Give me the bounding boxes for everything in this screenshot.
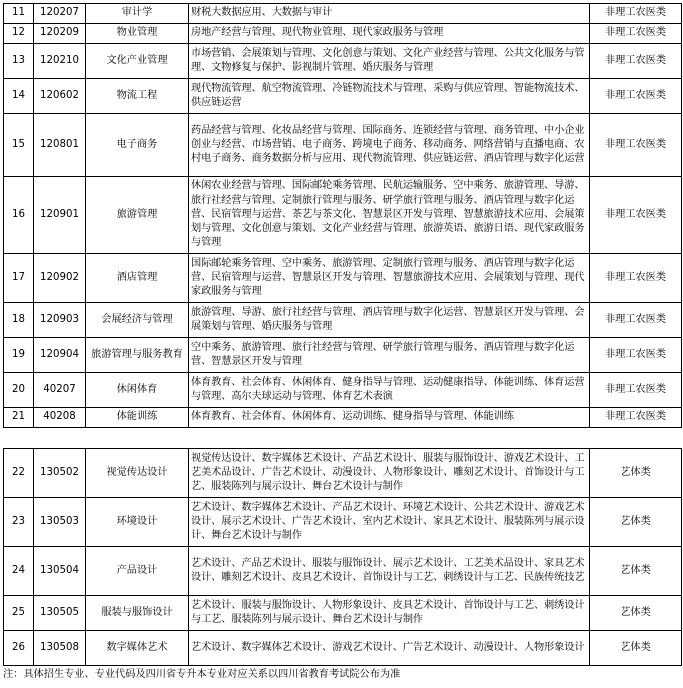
- major-code: 120209: [34, 24, 86, 44]
- table-row: [4, 498, 682, 547]
- corresponding-majors: 现代物流管理、航空物流管理、冷链物流技术与管理、采购与供应管理、智能物流技术、供应链运营: [189, 79, 590, 114]
- major-code: 40208: [34, 408, 86, 428]
- table-row: [4, 4, 682, 24]
- table-row: [4, 408, 682, 428]
- major-name: 数字媒体艺术: [86, 631, 189, 666]
- major-name: 物流工程: [86, 79, 189, 114]
- major-category: 非理工农医类: [590, 24, 682, 44]
- major-category: 非理工农医类: [590, 408, 682, 428]
- table-row: [4, 24, 682, 44]
- corresponding-majors: 视觉传达设计、数字媒体艺术设计、产品艺术设计、服装与服饰设计、游戏艺术设计、工艺美术品设计、广告艺术设计、动漫设计、人物形象设计、雕刻艺术设计、首饰设计与工艺、服装陈列与展示设计、舞台艺术设计与制作: [189, 449, 590, 498]
- major-category: 艺体类: [590, 547, 682, 596]
- corresponding-majors: 市场营销、会展策划与管理、文化创意与策划、文化产业经营与管理、公共文化服务与管理、文物修复与保护、影视制片管理、婚庆服务与管理: [189, 44, 590, 79]
- major-name: 环境设计: [86, 498, 189, 547]
- corresponding-majors: 艺术设计、数字媒体艺术设计、游戏艺术设计、广告艺术设计、动漫设计、人物形象设计: [189, 631, 590, 666]
- major-code: 130505: [34, 596, 86, 631]
- table-row: [4, 79, 682, 114]
- major-category: 艺体类: [590, 596, 682, 631]
- corresponding-majors: 空中乘务、旅游管理、旅行社经营与管理、研学旅行管理与服务、酒店管理与数字化运营、智慧景区开发与管理: [189, 338, 590, 373]
- major-code: 120207: [34, 4, 86, 24]
- table-row: [4, 596, 682, 631]
- major-code: 120902: [34, 254, 86, 303]
- major-category: 非理工农医类: [590, 338, 682, 373]
- table-row: [4, 631, 682, 666]
- major-code: 120904: [34, 338, 86, 373]
- row-number: 19: [4, 338, 34, 373]
- table-row: [4, 114, 682, 177]
- corresponding-majors: 国际邮轮乘务管理、空中乘务、旅游管理、定制旅行管理与服务、酒店管理与数字化运营、民宿管理与运营、智慧景区开发与管理、智慧旅游技术应用、会展策划与管理、现代家政服务与管理: [189, 254, 590, 303]
- corresponding-majors: 房地产经营与管理、现代物业管理、现代家政服务与管理: [189, 24, 590, 44]
- major-code: 120903: [34, 303, 86, 338]
- corresponding-majors: 体育教育、社会体育、休闲体育、运动训练、健身指导与管理、体能训练: [189, 408, 590, 428]
- row-number: 24: [4, 547, 34, 596]
- row-number: 11: [4, 4, 34, 24]
- major-code: 120602: [34, 79, 86, 114]
- major-name: 物业管理: [86, 24, 189, 44]
- footnote: 注：具体招生专业、专业代码及四川省专升本专业对应关系以四川省教育考试院公布为准: [3, 669, 401, 680]
- major-code: 120801: [34, 114, 86, 177]
- major-category: 非理工农医类: [590, 303, 682, 338]
- major-name: 电子商务: [86, 114, 189, 177]
- row-number: 16: [4, 177, 34, 254]
- major-name: 休闲体育: [86, 373, 189, 408]
- corresponding-majors: 艺术设计、服装与服饰设计、人物形象设计、皮具艺术设计、首饰设计与工艺、刺绣设计与工艺、服装陈列与展示设计、舞台艺术设计与制作: [189, 596, 590, 631]
- table-row: [4, 338, 682, 373]
- major-table-part-2: [3, 448, 682, 666]
- corresponding-majors: 艺术设计、产品艺术设计、服装与服饰设计、展示艺术设计、工艺美术品设计、家具艺术设计、雕刻艺术设计、皮具艺术设计、首饰设计与工艺、刺绣设计与工艺、民族传统技艺: [189, 547, 590, 596]
- table-row: [4, 373, 682, 408]
- major-category: 艺体类: [590, 631, 682, 666]
- corresponding-majors: 休闲农业经营与管理、国际邮轮乘务管理、民航运输服务、空中乘务、旅游管理、导游、旅行社经营与管理、定制旅行管理与服务、研学旅行管理与服务、酒店管理与数字化运营、民宿管理与运营、茶艺与茶文化、智慧景区开发与管理、智慧旅游技术应用、会展策划与管理、文化创意与策划、文化产业经营与管理、旅游英语、旅游日语、现代家政服务与管理: [189, 177, 590, 254]
- row-number: 15: [4, 114, 34, 177]
- major-code: 130508: [34, 631, 86, 666]
- row-number: 13: [4, 44, 34, 79]
- major-name: 酒店管理: [86, 254, 189, 303]
- corresponding-majors: 药品经营与管理、化妆品经营与管理、国际商务、连锁经营与管理、商务管理、中小企业创业与经营、市场营销、电子商务、跨境电子商务、移动商务、网络营销与直播电商、农村电子商务、商务数据分析与应用、现代物流管理、供应链运营、酒店管理与数字化运营: [189, 114, 590, 177]
- major-code: 120901: [34, 177, 86, 254]
- major-table-part-1: [3, 3, 682, 428]
- row-number: 25: [4, 596, 34, 631]
- table-row: [4, 44, 682, 79]
- corresponding-majors: 财税大数据应用、大数据与审计: [189, 4, 590, 24]
- row-number: 12: [4, 24, 34, 44]
- major-category: 非理工农医类: [590, 4, 682, 24]
- row-number: 18: [4, 303, 34, 338]
- row-number: 21: [4, 408, 34, 428]
- major-name: 文化产业管理: [86, 44, 189, 79]
- major-code: 130503: [34, 498, 86, 547]
- major-category: 艺体类: [590, 498, 682, 547]
- major-name: 会展经济与管理: [86, 303, 189, 338]
- table-row: [4, 547, 682, 596]
- major-category: 非理工农医类: [590, 373, 682, 408]
- corresponding-majors: 艺术设计、数字媒体艺术设计、产品艺术设计、环境艺术设计、公共艺术设计、游戏艺术设计、展示艺术设计、广告艺术设计、室内艺术设计、家具艺术设计、服装陈列与展示设计、舞台艺术设计与制作: [189, 498, 590, 547]
- major-name: 旅游管理与服务教育: [86, 338, 189, 373]
- row-number: 14: [4, 79, 34, 114]
- major-name: 体能训练: [86, 408, 189, 428]
- major-category: 非理工农医类: [590, 177, 682, 254]
- major-code: 40207: [34, 373, 86, 408]
- major-name: 视觉传达设计: [86, 449, 189, 498]
- table-row: [4, 449, 682, 498]
- table-row: [4, 254, 682, 303]
- row-number: 23: [4, 498, 34, 547]
- major-category: 非理工农医类: [590, 254, 682, 303]
- major-code: 130504: [34, 547, 86, 596]
- major-category: 非理工农医类: [590, 114, 682, 177]
- row-number: 22: [4, 449, 34, 498]
- major-name: 产品设计: [86, 547, 189, 596]
- corresponding-majors: 旅游管理、导游、旅行社经营与管理、酒店管理与数字化运营、智慧景区开发与管理、会展策划与管理、婚庆服务与管理: [189, 303, 590, 338]
- table-row: [4, 177, 682, 254]
- major-name: 旅游管理: [86, 177, 189, 254]
- major-code: 130502: [34, 449, 86, 498]
- row-number: 20: [4, 373, 34, 408]
- major-name: 审计学: [86, 4, 189, 24]
- row-number: 17: [4, 254, 34, 303]
- row-number: 26: [4, 631, 34, 666]
- table-row: [4, 303, 682, 338]
- major-category: 非理工农医类: [590, 79, 682, 114]
- major-category: 非理工农医类: [590, 44, 682, 79]
- major-code: 120210: [34, 44, 86, 79]
- major-category: 艺体类: [590, 449, 682, 498]
- corresponding-majors: 体育教育、社会体育、休闲体育、健身指导与管理、运动健康指导、体能训练、体育运营与管理、高尔夫球运动与管理、体育艺术表演: [189, 373, 590, 408]
- major-name: 服装与服饰设计: [86, 596, 189, 631]
